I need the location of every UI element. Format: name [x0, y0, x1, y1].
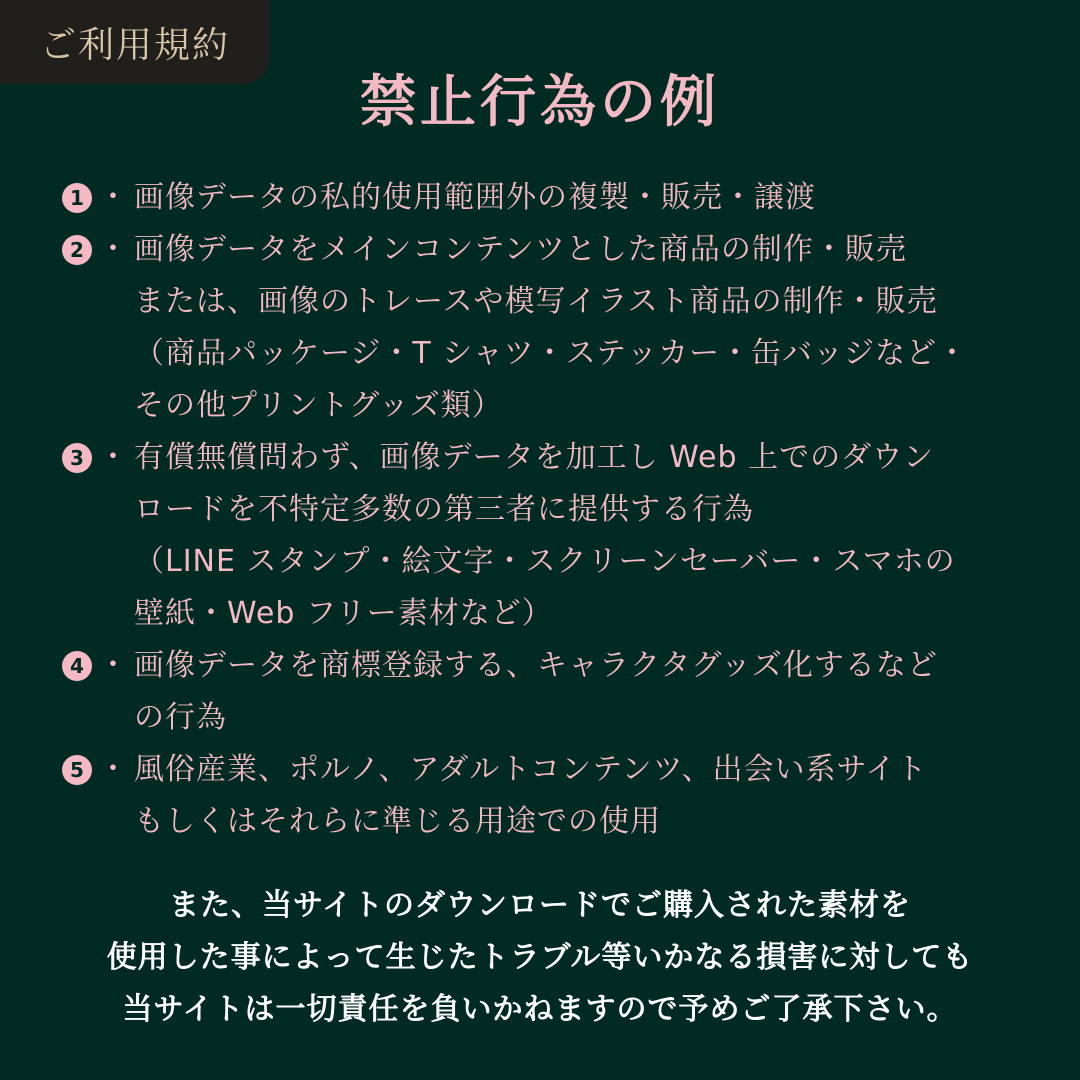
number-badge-2: 2 — [62, 235, 92, 265]
bullet-dot: ・ — [98, 648, 128, 683]
number-badge-5: 5 — [62, 755, 92, 785]
number-badge-3: 3 — [62, 443, 92, 473]
rule-item-5 — [62, 744, 1042, 848]
terms-of-use-label: ご利用規約 — [39, 24, 230, 66]
rule-line: （商品パッケージ・T シャツ・ステッカー・缶バッジなど・ — [134, 336, 969, 371]
disclaimer — [0, 880, 1080, 1036]
rule-item-4 — [62, 640, 1042, 744]
prohibited-acts-list — [62, 172, 1042, 848]
bullet-dot: ・ — [98, 752, 128, 787]
rule-line: 画像データの私的使用範囲外の複製・販売・譲渡 — [134, 180, 816, 215]
rule-line: 画像データを商標登録する、キャラクタグッズ化するなど — [134, 648, 938, 683]
rule-line: もしくはそれらに準じる用途での使用 — [134, 804, 661, 839]
rule-item-3 — [62, 432, 1042, 640]
disclaimer-line: 当サイトは一切責任を負いかねますので予めご了承下さい。 — [122, 992, 958, 1027]
rule-line: 有償無償問わず、画像データを加工し Web 上でのダウン — [134, 440, 935, 475]
number-badge-4: 4 — [62, 651, 92, 681]
rule-line: の行為 — [134, 700, 227, 735]
disclaimer-line: また、当サイトのダウンロードでご購入された素材を — [169, 888, 911, 923]
rule-line: または、画像のトレースや模写イラスト商品の制作・販売 — [134, 284, 938, 319]
rule-line: 壁紙・Web フリー素材など） — [134, 596, 553, 631]
disclaimer-line: 使用した事によって生じたトラブル等いかなる損害に対しても — [106, 940, 974, 975]
bullet-dot: ・ — [98, 180, 128, 215]
number-badge-1: 1 — [62, 183, 92, 213]
rule-line: 風俗産業、ポルノ、アダルトコンテンツ、出会い系サイト — [134, 752, 928, 787]
rule-line: その他プリントグッズ類） — [134, 388, 503, 423]
bullet-dot: ・ — [98, 440, 128, 475]
page-title: 禁止行為の例 — [360, 70, 720, 135]
rule-line: （LINE スタンプ・絵文字・スクリーンセーバー・スマホの — [134, 544, 956, 579]
rule-line: ロードを不特定多数の第三者に提供する行為 — [134, 492, 754, 527]
rule-item-1 — [62, 172, 1042, 224]
rule-item-2 — [62, 224, 1042, 432]
rule-line: 画像データをメインコンテンツとした商品の制作・販売 — [134, 232, 907, 267]
bullet-dot: ・ — [98, 232, 128, 267]
